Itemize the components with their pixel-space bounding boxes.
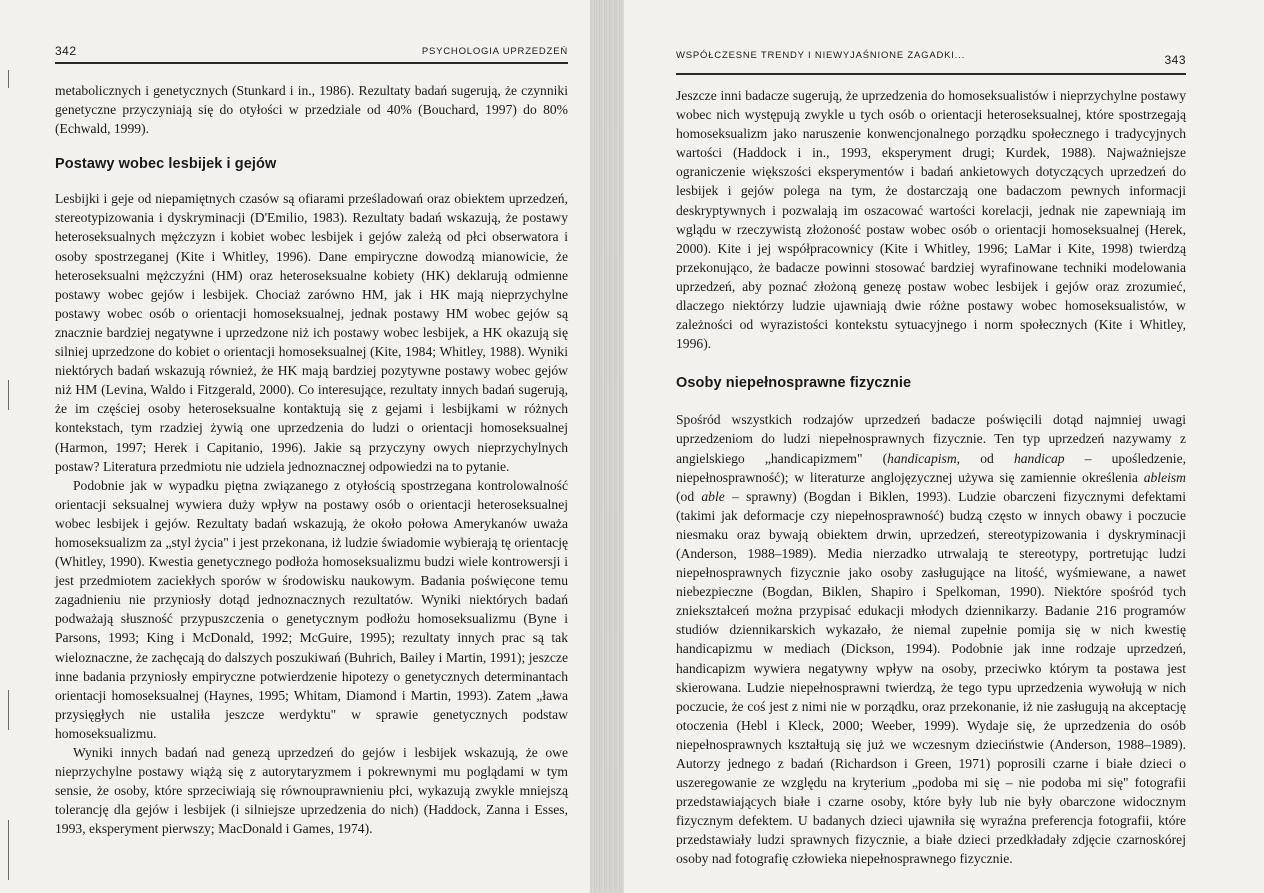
page-header <box>55 40 568 62</box>
section-heading: Osoby niepełnosprawne fizycznie <box>676 375 912 392</box>
term-italic: able <box>701 488 725 504</box>
section-heading: Postawy wobec lesbijek i gejów <box>55 156 277 173</box>
term-italic: handicapism <box>887 450 957 466</box>
left-page <box>55 0 568 893</box>
book-gutter <box>590 0 624 893</box>
scan-edge-mark <box>8 70 9 88</box>
text-run: – sprawny) (Bogdan i Biklen, 1993). Ludzie obarczeni fizycznymi defektami (takimi jak deformacje czy niepełnosprawność) budzą często w innych obawy i poczucie niesmaku oraz bywają obiektem drwin, uprzedzeń, stereotypizowania i dyskryminacji (Anderson, 1988–1989). Media nierzadko utrwalają te stereotypy, portretując ludzi niepełnosprawnych fizycznie jako osoby zasługujące na litość, wyśmiewane, a nawet niebezpieczne (Bogdan, Biklen, Shapiro i Spelkoman, 1990). Niektóre spośród tych zniekształceń można przypisać edukacji młodych dziennikarzy. Badanie 216 programów studiów dziennikarskich wykazało, że niemal zupełnie pomija się w nich kwestię handicapizmu w mediach (Dickson, 1994). Podobnie jak inne rodzaje uprzedzeń, handicapizm wywiera negatywny wpływ na osoby, przeciwko którym ta postawa jest skierowana. Ludzie niepełnosprawni twierdzą, że tego typu uprzedzenia wywołują w nich poczucie, że coś jest z nimi nie w porządku, oraz przekonanie, iż nie zasługują na akceptację otoczenia (Hebl i Kleck, 2000; Weeber, 1999). Wydaje się, że uprzedzenia do osób niepełnosprawnych kształtują się już we wczesnym dzieciństwie (Anderson, 1988–1989). Autorzy jednego z badań (Richardson i Green, 1971) poprosili czarne i białe dzieci o uszeregowanie ze względu na kryterium „podoba mi się – nie podoba mi się" fotografii przedstawiających białe i czarne osoby, które były lub nie były obarczone widocznym fizycznym defektem. U badanych dzieci ujawniła się wyraźna preferencja fotografii, które przedstawiały ludzi sprawnych fizycznie, a białe dzieci przedkładały zdjęcie czarnoskórej osoby nad fotografię człowieka niepełnosprawnego fizycznie. <box>676 488 1186 867</box>
right-page <box>676 0 1186 893</box>
text-run: , od <box>956 450 1014 466</box>
header-rule <box>55 62 568 64</box>
page-body <box>55 81 568 838</box>
text-run: – upośledzenie, niepełnosprawność); w literaturze anglojęzycznej używa się zamiennie określenia <box>676 450 1186 485</box>
scan-edge-mark <box>8 820 9 880</box>
scan-edge-mark <box>8 380 9 410</box>
text-run: Spośród wszystkich rodzajów uprzedzeń badacze poświęcili dotąd najmniej uwagi uprzedzeniom do ludzi niepełnosprawnych fizycznie. Ten typ uprzedzeń nazywamy z angielskiego „handicapizmem" ( <box>676 412 1186 466</box>
header-rule <box>676 73 1186 75</box>
running-head: WSPÓŁCZESNE TRENDY I NIEWYJAŚNIONE ZAGADKI... <box>676 50 966 61</box>
paragraph: Lesbijki i geje od niepamiętnych czasów są ofiarami prześladowań oraz obiektem uprzedzeń, stereotypizowania i dyskryminacji (D'Emilio, 1983). Rezultaty badań wskazują, że postawy heteroseksualnych mężczyzn i kobiet wobec lesbijek i gejów zależą od płci obserwatora i osoby spostrzeganej (Kite i Whitley, 1996). Dane empiryczne dowodzą mianowicie, że heteroseksualni mężczyźni (HM) oraz heteroseksualne kobiety (HK) deklarują odmienne postawy wobec gejów i lesbijek. Chociaż zarówno HM, jak i HK mają nieprzychylne postawy wobec osób o orientacji homoseksualnej, jednak postawy HM wobec gejów są znacznie bardziej negatywne i uprzedzone niż ich postawy wobec lesbijek, a HK okazują się silniej uprzedzone do kobiet o orientacji homoseksualnej (Kite, 1984; Whitley, 1988). Wyniki niektórych badań wskazują również, że HK mają bardziej pozytywne postawy wobec gejów niż HM (Levina, Waldo i Fitzgerald, 2000). Co interesujące, rezultaty innych badań sugerują, że im częściej osoby heteroseksualne kontaktują się z gejami i lesbijkami w różnych kontekstach, tym rzadziej żywią one uprzedzenia do ludzi o orientacji homoseksualnej (Harmon, 1997; Herek i Capitanio, 1996). Jakie są przyczyny owych nieprzychylnych postaw? Literatura przedmiotu nie udziela jednoznacznej odpowiedzi na to pytanie. <box>55 191 568 474</box>
term-italic: handicap <box>1013 450 1065 466</box>
paragraph <box>676 410 1186 868</box>
paragraph: Jeszcze inni badacze sugerują, że uprzedzenia do homoseksualistów i nieprzychylne postawy wobec nich występują zwykle u tych osób o orientacji heteroseksualnej, które spostrzegają homoseksualizm jako naruszenie konwencjonalnego porządku społecznego i tradycyjnych wartości (Haddock i in., 1993, eksperyment drugi; Kurdek, 1988). Najważniejsze ograniczenie większości eksperymentów i badań ankietowych dotyczących uprzedzeń do lesbijek i gejów polega na tym, że dostarczają one badaczom pewnych informacji deskryptywnych i pozwalają im oszacować wartości korelacji, jednak nie zapewniają im wglądu w rzeczywistą złożoność postaw wobec osób o orientacji homoseksualnej (Herek, 2000). Kite i jej współpracownicy (Kite i Whitley, 1996; LaMar i Kite, 1998) twierdzą przekonująco, że badacze powinni stosować bardziej wyrafinowane techniki modelowania uprzedzeń, aby poznać złożoną genezę postaw wobec lesbijek i gejów oraz zrozumieć, dlaczego niektórzy ludzie ujawniają dwie różne postawy wobec homoseksualistów, w zależności od wyrazistości kontekstu sytuacyjnego i norm społecznych (Kite i Whitley, 1996). <box>676 88 1186 352</box>
page-body <box>676 86 1186 869</box>
paragraph: Podobnie jak w wypadku piętna związanego z otyłością spostrzegana kontrolowalność orientacji seksualnej wywiera duży wpływ na postawy osób o orientacji heteroseksualnej wobec lesbijek i gejów. Rezultaty badań wskazują, że około połowa Amerykanów uważa homoseksualizm za „styl życia" i jest przekonana, iż ludzie świadomie wybierają tę orientację (Whitley, 1990). Kwestia genetycznego podłoża homoseksualizmu budzi wiele kontrowersji i jest przedmiotem zaciekłych sporów w środowisku naukowym. Badania poświęcone temu zagadnieniu nie przyniosły dotąd jednoznacznych rezultatów. Wyniki niektórych badań podważają słuszność przypuszczenia o genetycznym podłożu homoseksualizmu (Byne i Parsons, 1993; King i McDonald, 1992; McGuire, 1995); rezultaty innych prac są tak wieloznaczne, że zachęcają do dalszych poszukiwań (Buhrich, Bailey i Martin, 1991); jeszcze inne badania przyniosły empiryczne potwierdzenie hipotezy o genetycznych determinantach orientacji homoseksualnej (Haynes, 1995; Whitam, Diamond i Martin, 1993). Zatem „ława przysięgłych nie ustaliła jeszcze werdyktu" w sprawie genetycznych podstaw homoseksualizmu. <box>55 477 568 741</box>
running-head: PSYCHOLOGIA UPRZEDZEŃ <box>421 46 568 57</box>
paragraph: Wyniki innych badań nad genezą uprzedzeń do gejów i lesbijek wskazują, że owe nieprzychylne postawy wiążą się z autorytaryzmem i pokrewnymi mu poglądami w tym sensie, że osoby, które sprzeciwiają się równouprawnieniu płci, wykazują zwykle mniejszą tolerancję dla gejów i lesbijek (i silniejsze uprzedzenia do nich) (Haddock, Zanna i Esses, 1993, eksperyment pierwszy; MacDonald i Games, 1974). <box>55 745 568 837</box>
text-run: (od <box>676 488 702 504</box>
scan-edge-mark <box>8 690 9 730</box>
term-italic: ableism <box>1143 469 1186 485</box>
page-header <box>676 40 1186 67</box>
paragraph: metabolicznych i genetycznych (Stunkard i in., 1986). Rezultaty badań sugerują, że czynniki genetyczne przyczyniają się do otyłości w przedziale od 40% (Bouchard, 1997) do 80% (Echwald, 1999). <box>55 83 568 137</box>
page-number: 342 <box>55 44 77 58</box>
page-number: 343 <box>1164 53 1186 67</box>
